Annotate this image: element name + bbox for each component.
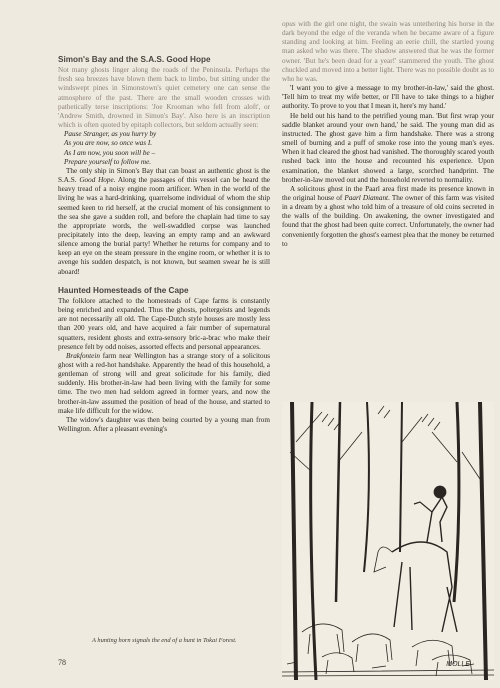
verse-line: As I am now, you soon will be – bbox=[64, 148, 156, 157]
section-heading-simons-bay: Simon's Bay and the S.A.S. Good Hope bbox=[58, 55, 211, 64]
page-number: 78 bbox=[58, 658, 66, 667]
verse-line: Pause Stranger, as you hurry by bbox=[64, 130, 157, 139]
paragraph: He held out his hand to the petrified young man. 'But first wrap your saddle blanket around your own hand,' he said. The young man did as instructed. The ghost gave him a firm handshake. There was a strong smell of burning and a puff of smoke rose into the young man's eyes. When it had cleared the ghost had vanished. The thoroughly scared youth rushed back into the house and recounted his experience. Upon examination, the blanket showed a large, scorched handprint. The brother-in-law moved out and the household reverted to normality. bbox=[282, 111, 494, 184]
paragraph: Not many ghosts linger along the roads of the Peninsula. Perhaps the fresh sea breezes have blown them back to limbo, but sitting under the windswept pines in Simonstown's quiet cemetery one can sense the atmosphere of the past. There are the small wooden crosses with pathetically terse inscriptions: 'Joe Krooman who fell from aloft', or 'Andrew Smith, drowned in Simon's Bay'. Also here is an inscription which is often quoted by epitaph collectors, but seldom actually seen: bbox=[58, 66, 270, 130]
verse-line: Prepare yourself to follow me. bbox=[64, 157, 152, 166]
illustration-caption: A hunting horn signals the end of a hunt in Tokai Forest. bbox=[92, 637, 237, 644]
paragraph: opus with the girl one night, the swain was untethering his horse in the dark beyond the edge of the veranda when he became aware of a figure standing and looking at him. Feeling an eerie chill, the startled young man asked who was there. The shadow answered that he was the former owner. 'But he's been dead for a year!' stammered the youth. The ghost chuckled and moved into a better light. There was no possible doubt as to who he was. bbox=[282, 20, 494, 83]
hunting-scene-drawing bbox=[282, 402, 494, 680]
illustrator-signature: MOLLE bbox=[446, 661, 470, 668]
verse-line: As you are now, so once was I. bbox=[64, 139, 153, 148]
paragraph: The widow's daughter was then being courted by a young man from Wellington. After a pleasant evening's bbox=[58, 415, 270, 434]
paragraph: Brakfontein farm near Wellington has a strange story of a solicitous ghost with a red-hot handshake. Apparently the head of this household, a gentleman of strong will and great solicitude for his family, died suddenly. His brother-in-law had been living with the family for some time. The two men had seldom agreed in former years, and now the brother-in-law assumed the position of head of the house, and started to make life difficult for the widow. bbox=[58, 351, 270, 415]
epitaph-verse bbox=[58, 130, 270, 167]
right-column bbox=[282, 20, 494, 249]
left-column bbox=[58, 55, 270, 434]
hunting-scene-illustration bbox=[282, 402, 494, 680]
paragraph: The only ship in Simon's Bay that can boast an authentic ghost is the S.A.S. Good Hope. Along the passages of this vessel can be heard the heavy tread of a noisy engine room artificer. When in the world of the living he was a hard-drinking, quarrelsome individual of whom the ship seemed keen to rid herself, at the crucial moment of his consignment to the sea she gave a sudden roll, and before the chaplain had time to say the appropriate words, the well-swaddled corpse was launched precipitately into the deep, leaving an empty ramp and an awkward silence among the burial party! Whether he returns for company and to keep an eye on the steam pressure in the engine room, or whether it is to avenge his sudden despatch, is not known, but seamen swear he is still aboard! bbox=[58, 166, 270, 276]
paragraph: A solicitous ghost in the Paarl area first made its presence known in the original house of Paarl Diamant. The owner of this farm was visited in a dream by a ghost who told him of a treasure of old coins secreted in the walls of the building. On awakening, the owner investigated and found that the ghost had been quite correct. Unfortunately, the owner had conveniently forgotten the ghost's earnest plea that the money be returned to bbox=[282, 184, 494, 248]
section-heading-haunted-homesteads: Haunted Homesteads of the Cape bbox=[58, 285, 189, 295]
paragraph: The folklore attached to the homesteads of Cape farms is constantly being enriched and expanded. Thus the ghosts, poltergeists and legends are not necessarily all old. The Cape-Dutch style houses are mostly less than 200 years old, and have acquired a fair number of supernatural squatters, resident ghosts and extra-sensory bric-a-brac who make their presence felt by odd noises, assorted effects and personal appearances. bbox=[58, 296, 270, 351]
paragraph: 'I want you to give a message to my brother-in-law,' said the ghost. 'Tell him to treat my wife better, or I'll have to take things to a higher authority. To prove to you that I mean it, here's my hand.' bbox=[282, 84, 494, 111]
